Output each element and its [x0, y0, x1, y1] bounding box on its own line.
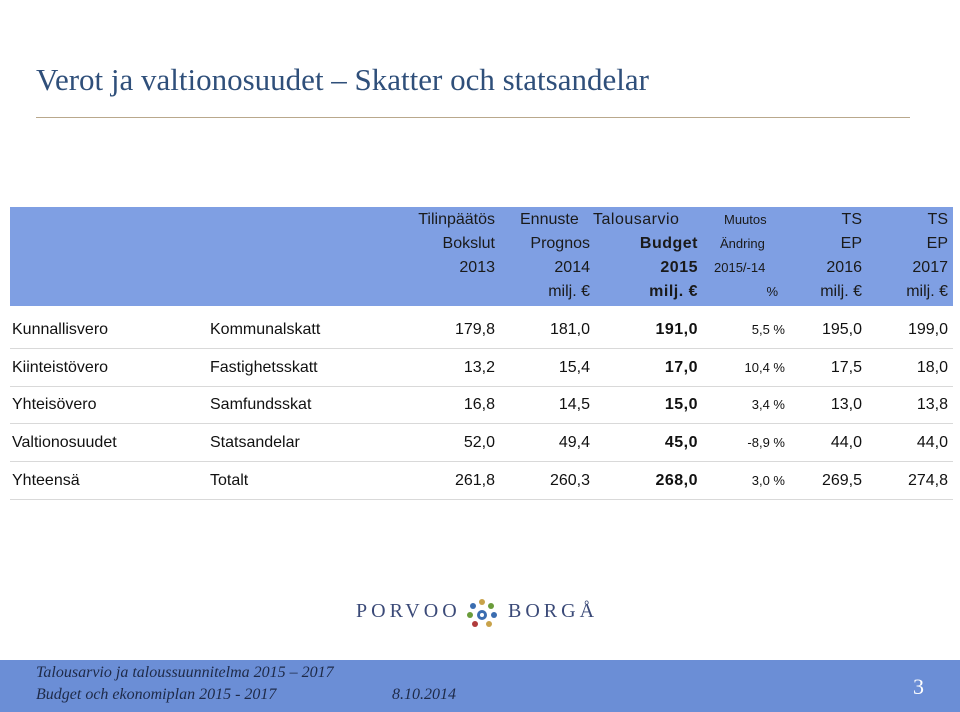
- cell-change: 5,5 %: [751, 322, 785, 337]
- cell-change: 3,0 %: [751, 473, 785, 488]
- row-divider: [10, 386, 953, 387]
- header-col4-line2: Ändring: [720, 236, 765, 251]
- cell-2013: 52,0: [463, 434, 495, 451]
- row-label-sv: Totalt: [210, 472, 249, 489]
- logo-word-porvoo: PORVOO: [356, 600, 461, 622]
- footer-line-fi: Talousarvio ja taloussuunnitelma 2015 – 2017: [36, 664, 334, 681]
- row-label-fi: Yhteisövero: [12, 396, 97, 413]
- cell-2013: 16,8: [463, 396, 495, 413]
- cell-2016: 44,0: [830, 434, 862, 451]
- logo-word-borga: BORGÅ: [508, 600, 599, 622]
- slide-title: Verot ja valtionosuudet – Skatter och statsandelar: [36, 62, 649, 97]
- header-col5-line1: TS: [841, 211, 862, 228]
- row-label-fi: Kiinteistövero: [12, 359, 109, 376]
- cell-2015: 17,0: [664, 359, 698, 376]
- page-number: 3: [913, 674, 924, 699]
- cell-change: 10,4 %: [744, 360, 785, 375]
- header-col1-line3: 2013: [459, 259, 495, 276]
- cell-2015: 191,0: [655, 321, 698, 338]
- header-col1-line2: Bokslut: [442, 235, 495, 252]
- logo-emblem-icon: [464, 596, 500, 632]
- cell-2015: 268,0: [655, 472, 698, 489]
- row-divider: [10, 348, 953, 349]
- row-divider: [10, 423, 953, 424]
- row-label-fi: Valtionosuudet: [12, 434, 117, 451]
- header-col2-line1: Ennuste: [520, 211, 579, 228]
- header-col2-line2: Prognos: [530, 235, 590, 252]
- header-col3-line1: Talousarvio: [593, 211, 680, 228]
- cell-2017: 199,0: [907, 321, 948, 338]
- cell-2014: 181,0: [549, 321, 590, 338]
- header-col4-line3: 2015/-14: [714, 260, 766, 275]
- cell-2013: 261,8: [454, 472, 495, 489]
- cell-2014: 14,5: [558, 396, 590, 413]
- row-divider: [10, 461, 953, 462]
- header-col6-line3: 2017: [912, 259, 948, 276]
- header-col5-line4: milj. €: [820, 283, 862, 300]
- header-col4-line1: Muutos: [724, 212, 767, 227]
- cell-2015: 45,0: [664, 434, 698, 451]
- porvoo-borga-logo: [356, 596, 606, 632]
- cell-2017: 13,8: [916, 396, 948, 413]
- row-label-fi: Kunnallisvero: [12, 321, 109, 338]
- title-divider: [36, 117, 910, 118]
- cell-change: -8,9 %: [747, 435, 785, 450]
- footer-line-sv: Budget och ekonomiplan 2015 - 2017: [36, 686, 277, 703]
- header-col5-line3: 2016: [826, 259, 862, 276]
- cell-2016: 17,5: [830, 359, 862, 376]
- header-col6-line4: milj. €: [906, 283, 948, 300]
- header-col4-line4: %: [766, 284, 778, 299]
- row-divider: [10, 499, 953, 500]
- cell-2017: 274,8: [907, 472, 948, 489]
- cell-2017: 18,0: [916, 359, 948, 376]
- header-col3-line3: 2015: [660, 259, 698, 276]
- header-col5-line2: EP: [840, 235, 862, 252]
- row-label-sv: Kommunalskatt: [210, 321, 321, 338]
- footer-date: 8.10.2014: [392, 686, 456, 703]
- cell-change: 3,4 %: [751, 397, 785, 412]
- header-col1-line1: Tilinpäätös: [418, 211, 495, 228]
- row-label-sv: Fastighetsskatt: [210, 359, 318, 376]
- cell-2017: 44,0: [916, 434, 948, 451]
- header-col2-line4: milj. €: [548, 283, 590, 300]
- cell-2013: 179,8: [454, 321, 495, 338]
- cell-2016: 195,0: [821, 321, 862, 338]
- header-col3-line4: milj. €: [649, 283, 698, 300]
- header-col2-line3: 2014: [554, 259, 590, 276]
- row-label-sv: Samfundsskat: [210, 396, 312, 413]
- cell-2016: 269,5: [821, 472, 862, 489]
- cell-2014: 49,4: [558, 434, 590, 451]
- cell-2015: 15,0: [664, 396, 698, 413]
- header-col6-line2: EP: [926, 235, 948, 252]
- row-label-fi: Yhteensä: [12, 472, 80, 489]
- cell-2013: 13,2: [463, 359, 495, 376]
- header-col3-line2: Budget: [639, 235, 698, 252]
- cell-2014: 260,3: [549, 472, 590, 489]
- cell-2016: 13,0: [830, 396, 862, 413]
- header-col6-line1: TS: [927, 211, 948, 228]
- row-label-sv: Statsandelar: [210, 434, 300, 451]
- cell-2014: 15,4: [558, 359, 590, 376]
